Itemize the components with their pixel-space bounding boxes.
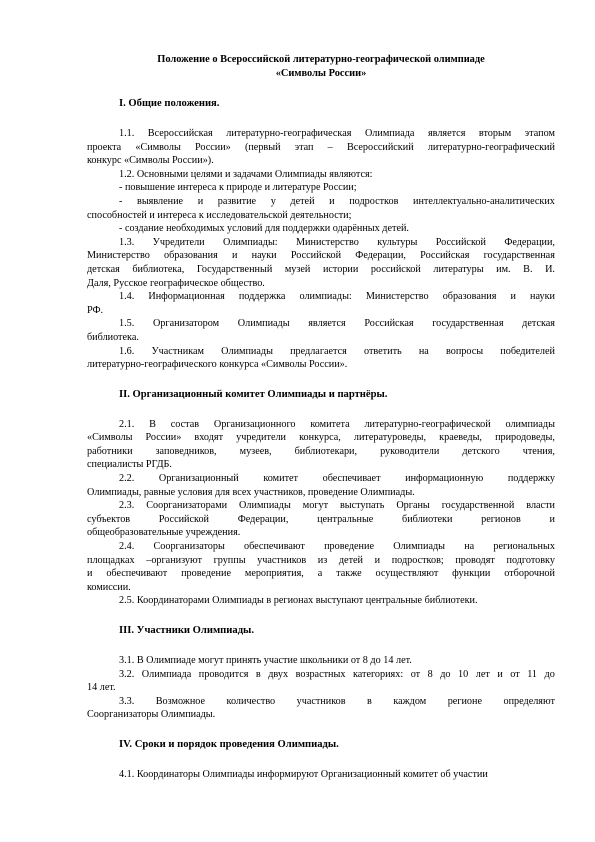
paragraph-line: Даля, Русское географическое общество. bbox=[87, 277, 265, 289]
paragraph bbox=[87, 168, 555, 182]
paragraph-line: РФ. bbox=[87, 304, 104, 316]
paragraph-line: проекта «Символы России» (первый этап – Всероссийский литературно-географический bbox=[87, 141, 555, 153]
paragraph-line: Олимпиады, равные условия для всех участников, проведение Олимпиады. bbox=[87, 486, 415, 498]
paragraph bbox=[87, 181, 555, 195]
paragraph-line: 2.1. В состав Организационного комитета литературно-географической олимпиады bbox=[119, 418, 555, 430]
section-heading: IV. Сроки и порядок проведения Олимпиады. bbox=[119, 738, 339, 750]
document-body bbox=[87, 97, 555, 782]
paragraph-line: - создание необходимых условий для поддержки одарённых детей. bbox=[119, 223, 409, 235]
paragraph-line: библиотека. bbox=[87, 331, 139, 343]
paragraph bbox=[87, 594, 555, 608]
document-title bbox=[87, 53, 555, 81]
paragraph bbox=[87, 654, 555, 668]
paragraph-line: 3.3. Возможное количество участников в каждом регионе определяют bbox=[119, 695, 555, 707]
paragraph-line: субъектов Российской Федерации, центральные библиотеки регионов и bbox=[87, 513, 555, 525]
title-line-1: Положение о Всероссийской литературно-географической олимпиаде bbox=[157, 54, 485, 65]
paragraph bbox=[87, 418, 555, 472]
document-page bbox=[87, 53, 555, 782]
paragraph bbox=[87, 345, 555, 372]
paragraph-line: 3.2. Олимпиада проводится в двух возрастных категориях: от 8 до 10 лет и от 11 до bbox=[119, 668, 555, 680]
paragraph-line: 2.2. Организационный комитет обеспечивает информационную поддержку bbox=[119, 473, 555, 485]
paragraph-line: 1.5. Организатором Олимпиады является Российская государственная детская bbox=[119, 318, 555, 330]
paragraph bbox=[87, 222, 555, 236]
title-line-2: «Символы России» bbox=[275, 68, 367, 79]
paragraph-line: - повышение интереса к природе и литературе России; bbox=[119, 182, 357, 194]
paragraph-line: 3.1. В Олимпиаде могут принять участие школьники от 8 до 14 лет. bbox=[119, 655, 412, 666]
paragraph-line: способностей и интереса к исследовательской деятельности; bbox=[87, 209, 352, 221]
paragraph bbox=[87, 472, 555, 499]
paragraph-line: 14 лет. bbox=[87, 682, 116, 694]
paragraph-line: площадках –организуют группы участников из детей и подростков; проводят подготовку bbox=[87, 554, 555, 566]
paragraph-line: 2.4. Соорганизаторы обеспечивают проведение Олимпиады на региональных bbox=[119, 541, 555, 553]
paragraph bbox=[87, 127, 555, 168]
paragraph-line: и обеспечивают проведение мероприятия, а также осуществляют функции отборочной bbox=[87, 568, 555, 580]
paragraph bbox=[87, 499, 555, 540]
section-heading: II. Организационный комитет Олимпиады и партнёры. bbox=[119, 388, 388, 400]
paragraph-line: литературно-географического конкурса «Символы России». bbox=[87, 359, 348, 371]
paragraph-line: 1.4. Информационная поддержка олимпиады: Министерство образования и науки bbox=[119, 291, 555, 303]
paragraph-line: 2.5. Координаторами Олимпиады в регионах выступают центральные библиотеки. bbox=[119, 595, 478, 607]
paragraph-line: 1.3. Учредители Олимпиады: Министерство культуры Российской Федерации, bbox=[119, 236, 555, 248]
paragraph-line: детская библиотека, Государственный музей истории российской литературы им. В. И. bbox=[87, 263, 555, 275]
paragraph-line: 1.2. Основными целями и задачами Олимпиады являются: bbox=[119, 168, 373, 180]
paragraph-line: общеобразовательные учреждения. bbox=[87, 527, 241, 539]
paragraph-line: 2.3. Соорганизаторами Олимпиады могут выступать Органы государственной власти bbox=[119, 500, 555, 512]
paragraph-line: 1.6. Участникам Олимпиады предлагается ответить на вопросы победителей bbox=[119, 345, 555, 357]
paragraph-line: комиссии. bbox=[87, 581, 131, 593]
paragraph-line: «Символы России» входят учредители конкурса, литературоведы, краеведы, природоведы, bbox=[87, 432, 555, 444]
paragraph bbox=[87, 695, 555, 722]
paragraph bbox=[87, 768, 555, 782]
paragraph bbox=[87, 540, 555, 594]
paragraph-line: - выявление и развитие у детей и подростков интеллектуально-аналитических bbox=[119, 195, 555, 207]
paragraph bbox=[87, 236, 555, 290]
section-heading: III. Участники Олимпиады. bbox=[119, 625, 254, 636]
paragraph bbox=[87, 668, 555, 695]
paragraph-line: работники заповедников, музеев, библиотекари, руководители детского чтения, bbox=[87, 445, 555, 457]
paragraph-line: 1.1. Всероссийская литературно-географическая Олимпиада является вторым этапом bbox=[119, 128, 555, 139]
paragraph-line: 4.1. Координаторы Олимпиады информируют Организационный комитет об участии bbox=[119, 768, 488, 780]
section-heading: I. Общие положения. bbox=[119, 98, 220, 109]
paragraph-line: специалисты РГДБ. bbox=[87, 459, 172, 471]
paragraph bbox=[87, 290, 555, 317]
paragraph bbox=[87, 195, 555, 222]
paragraph-line: Министерство образования и науки Российской Федерации, Российская государственная bbox=[87, 250, 555, 262]
paragraph-line: Соорганизаторы Олимпиады. bbox=[87, 709, 216, 721]
paragraph bbox=[87, 317, 555, 344]
paragraph-line: конкурс «Символы России»). bbox=[87, 155, 214, 167]
